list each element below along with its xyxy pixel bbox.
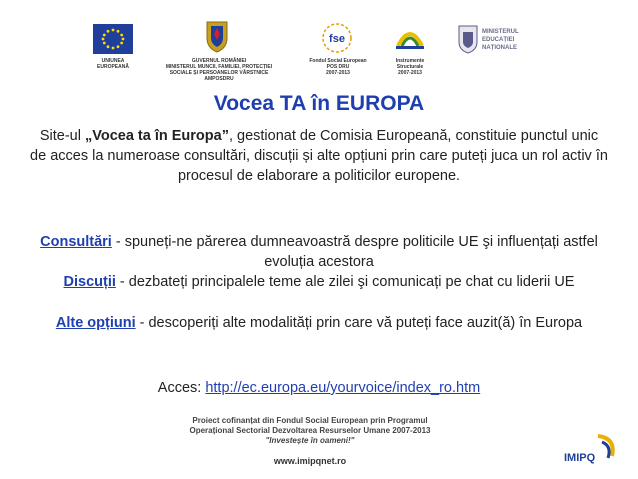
list-item-discutii [30, 272, 608, 292]
list-item-alte-optiuni [30, 313, 608, 333]
footer-line-3: "Investește în oameni!" [265, 436, 355, 445]
list-item-consultari [30, 232, 608, 272]
ministry-education-logo [457, 24, 479, 54]
ministry-labour-caption: GUVERNUL ROMÂNIEI MINISTERUL MUNCII, FAMILIEI, PROTECȚIEI SOCIALE ȘI PERSOANELOR VÂRSTNICE AMPOSDRU [165, 58, 273, 82]
intro-body: , gestionat de Comisia Europeană, constituie punctul unic de acces la numeroase consultări, discuții și alte opțiuni prin care puteți juca un rol activ în procesul de elaborare a politicilor europene. [30, 128, 608, 184]
intro-site-name: „Vocea ta în Europa” [85, 128, 229, 144]
logo-bar [0, 16, 638, 96]
footer-banner [0, 408, 638, 479]
structural-instruments-caption: Instrumente Structurale 2007-2013 [395, 58, 425, 76]
structural-instruments-logo [392, 20, 428, 54]
access-url-link[interactable]: http://ec.europa.eu/yourvoice/index_ro.htm [205, 380, 481, 396]
page-title: Vocea TA în EUROPA [213, 92, 425, 115]
romania-coat-of-arms-logo [203, 18, 231, 54]
fse-logo [320, 22, 354, 54]
discutii-description: - dezbateți principalele teme ale zilei şi comunicați pe chat cu liderii UE [115, 274, 575, 290]
consultari-link[interactable]: Consultări [40, 234, 112, 250]
ministry-education-caption: MINISTERUL EDUCAȚIEI NAȚIONALE [482, 29, 519, 51]
intro-prefix: Site-ul [39, 128, 85, 144]
consultari-description: - spuneți-ne părerea dumneavoastră despre politicile UE şi influențați astfel evoluția acestora [111, 234, 598, 270]
access-label: Acces: [157, 380, 206, 396]
access-line [30, 378, 608, 398]
fse-caption: Fondul Social European POS DRU 2007-2013 [309, 58, 367, 76]
imipq-logo-text: IMIPQ [564, 452, 596, 464]
footer-site: www.imipqnet.ro [273, 456, 347, 466]
imipq-logo [560, 428, 620, 468]
alte-optiuni-link[interactable]: Alte opțiuni [55, 315, 136, 331]
alte-optiuni-description: - descoperiți alte modalități prin care vă puteți face auzit(ă) în Europa [135, 315, 583, 331]
footer-line-1: Proiect cofinanțat din Fondul Social European prin Programul [192, 416, 428, 425]
eu-flag-caption: UNIUNEA EUROPEANĂ [97, 58, 129, 70]
footer-line-2: Operațional Sectorial Dezvoltarea Resurselor Umane 2007-2013 [189, 426, 431, 435]
intro-paragraph [30, 126, 608, 186]
discutii-link[interactable]: Discuții [63, 274, 116, 290]
eu-flag-logo [93, 24, 133, 54]
svg-text:fse: fse [329, 33, 345, 45]
